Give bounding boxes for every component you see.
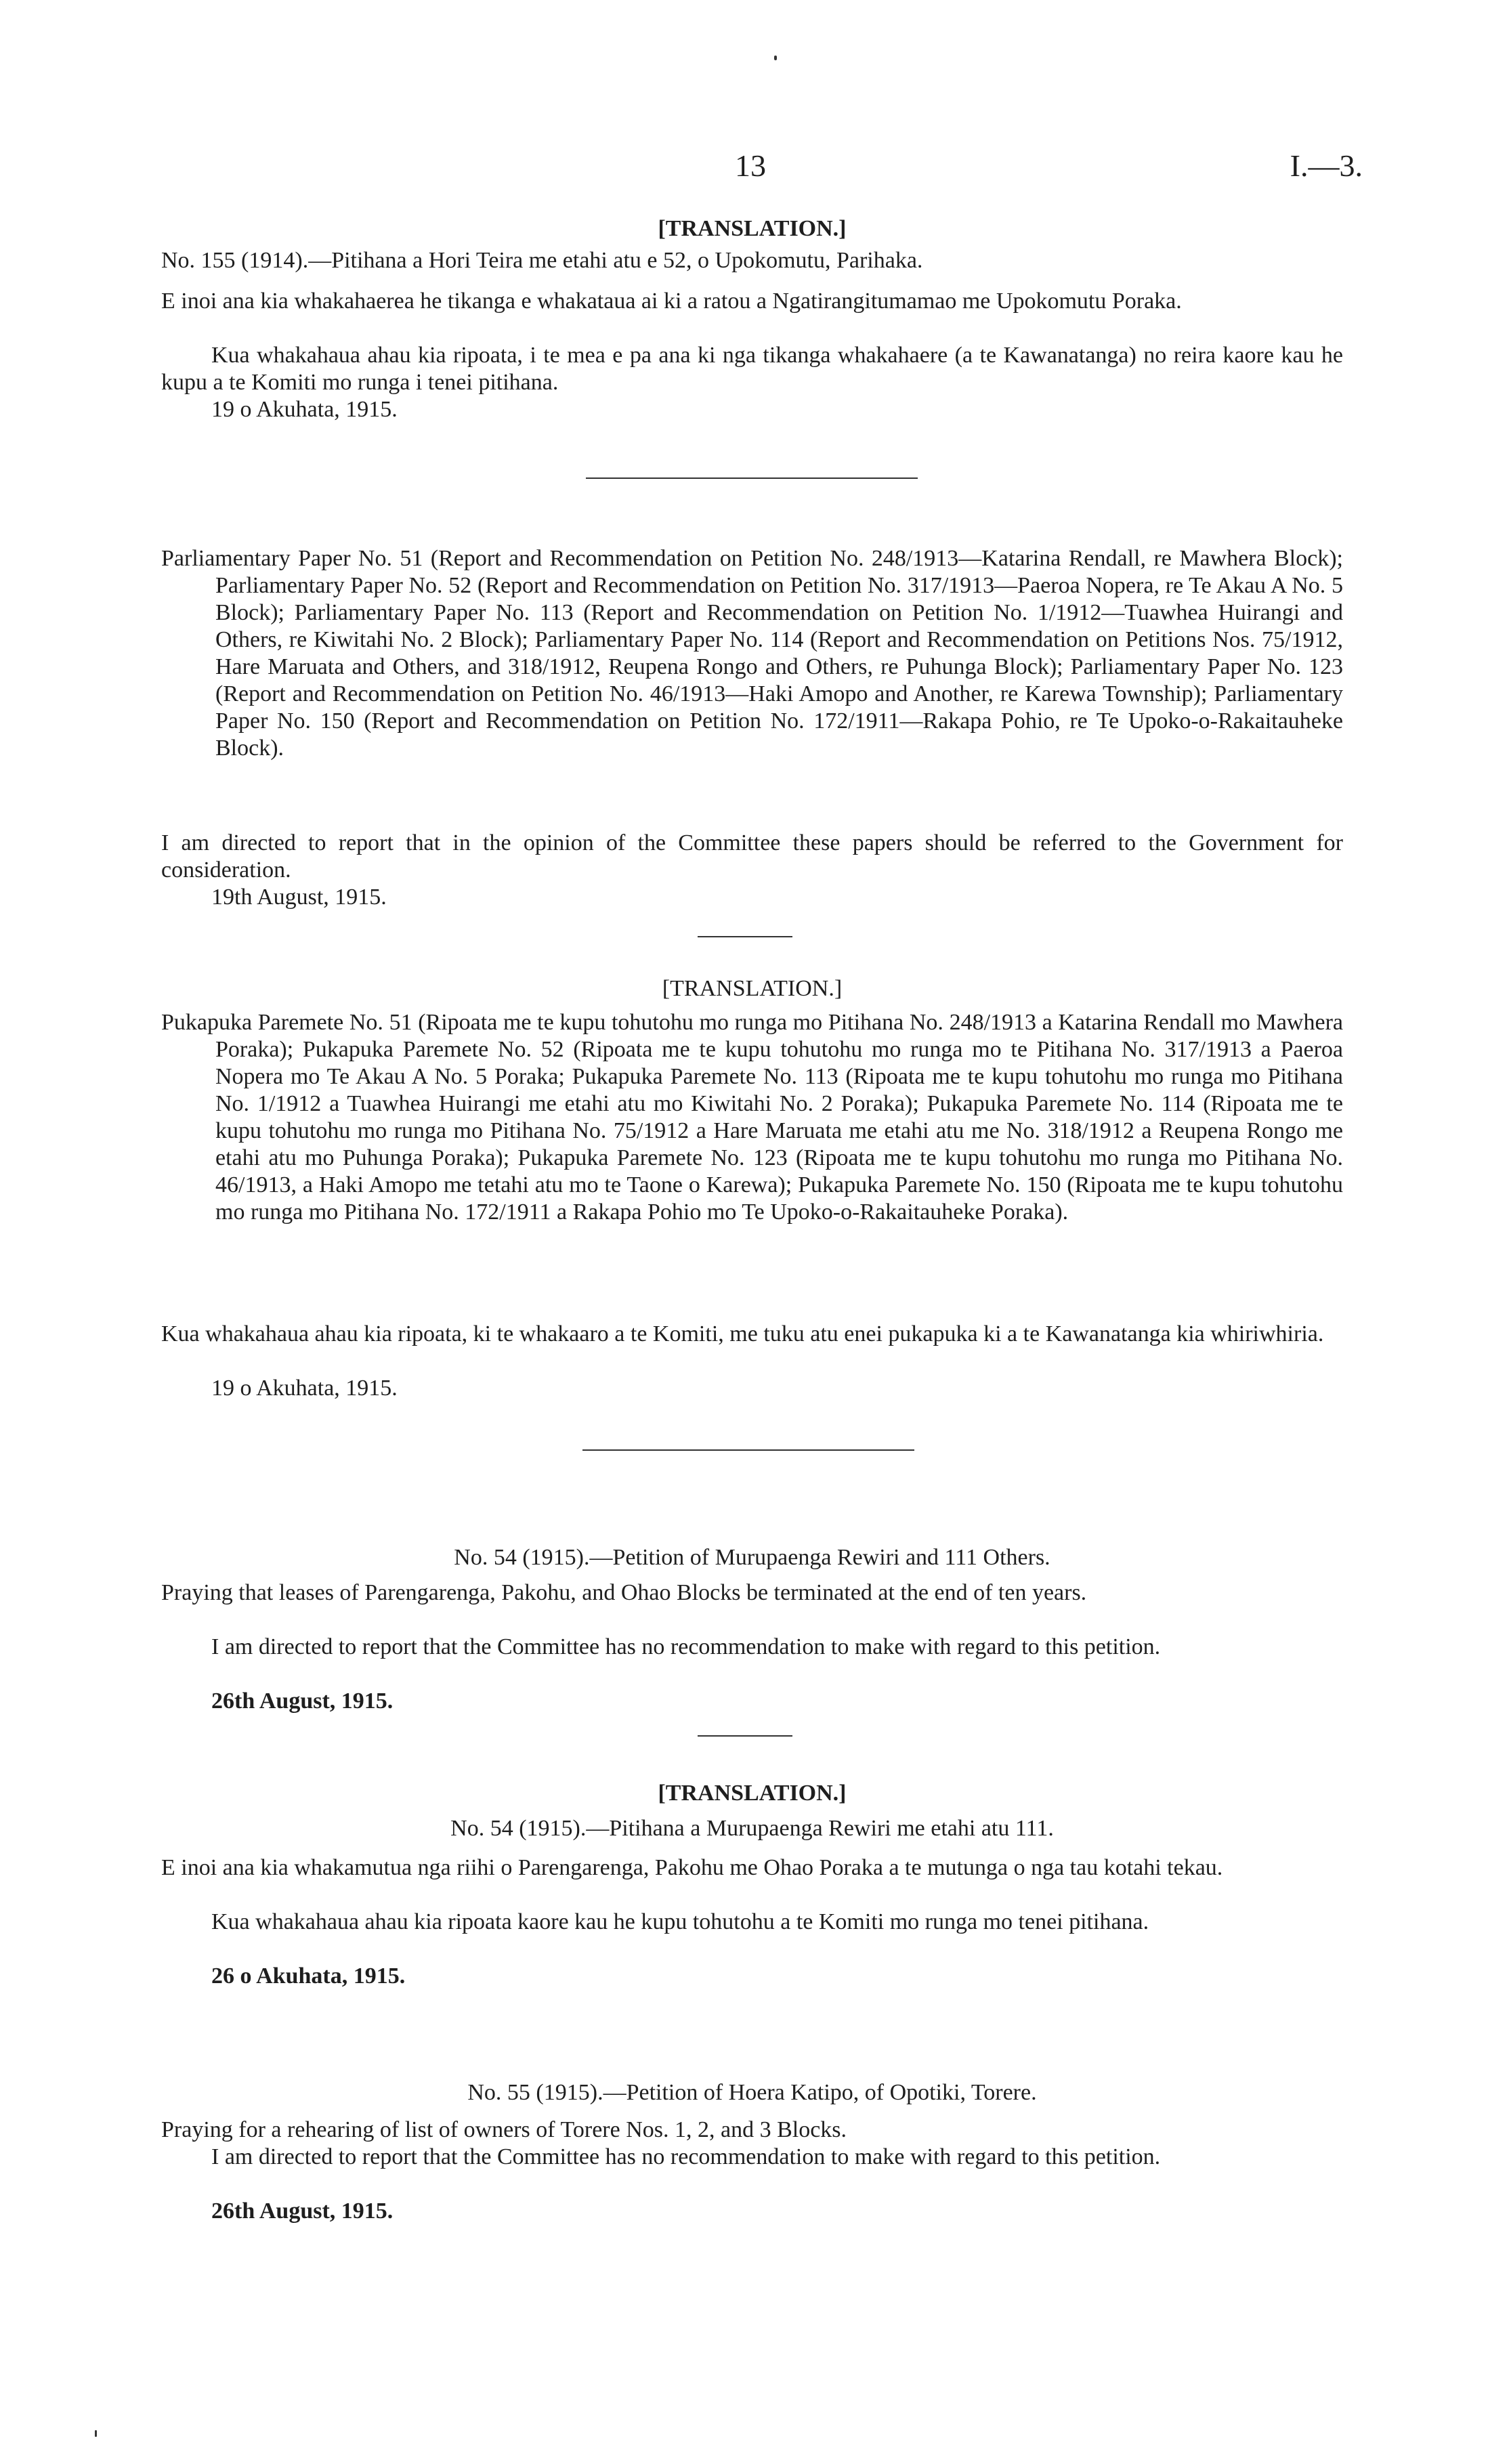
papers-report: I am directed to report that in the opinion of the Committee these papers should be referred to the Government for consideration. — [161, 830, 1343, 883]
section-divider-1 — [586, 477, 918, 479]
page-number: 13 — [735, 148, 766, 183]
pitihana-report-54: Kua whakahaua ahau kia ripoata kaore kau he kupu tohutohu a te Komiti mo runga mo tenei pitihana. — [211, 1909, 1149, 1934]
pukapuka-report: Kua whakahaua ahau kia ripoata, ki te whakaaro a te Komiti, me tuku atu enei pukapuka ki a te Kawanatanga kia whiriwhiria. — [161, 1321, 1324, 1346]
pukapuka-report-date: 19 o Akuhata, 1915. — [211, 1376, 398, 1401]
petition-date-54: 26th August, 1915. — [211, 1688, 394, 1714]
petition-title-155: No. 155 (1914).—Pitihana a Hori Teira me etahi atu e 52, o Upokomutu, Parihaka. — [161, 248, 923, 273]
petition-report-155: Kua whakahaua ahau kia ripoata, i te mea e pa ana ki nga tikanga whakahaere (a te Kawanatanga) no reira kaore kau he kupu a te Komiti mo runga i tenei pitihana. — [161, 343, 1343, 395]
section-divider-2 — [698, 936, 792, 937]
translation-heading-1: [TRANSLATION.] — [658, 216, 847, 241]
petition-report-55: I am directed to report that the Committee has no recommendation to make with regard to this petition. — [211, 2144, 1161, 2169]
petition-date-55: 26th August, 1915. — [211, 2199, 394, 2224]
papers-report-date: 19th August, 1915. — [211, 885, 387, 910]
petition-report-54: I am directed to report that the Committee has no recommendation to make with regard to this petition. — [211, 1634, 1161, 1659]
paper-reference: I.—3. — [1290, 148, 1363, 183]
parliamentary-papers-list: Parliamentary Paper No. 51 (Report and Recommendation on Petition No. 248/1913—Katarina Rendall, re Mawhera Block); Parliamentary Paper No. 52 (Report and Recommendation on Petition No. 317/1913—Paeroa Nopera, re Te Akau A No. 5 Block); Parliamentary Paper No. 113 (Report and Recommendation on Petition No. 1/1912—Tuawhea Huirangi and Others, re Kiwitahi No. 2 Block); Parliamentary Paper No. 114 (Report and Recommendation on Petitions Nos. 75/1912, Hare Maruata and Others, and 318/1912, Reupena Rongo and Others, re Puhunga Block); Parliamentary Paper No. 123 (Report and Recommendation on Petition No. 46/1913—Haki Amopo and Another, re Karewa Township); Parliamentary Paper No. 150 (Report and Recommendation on Petition No. 172/1911—Rakapa Pohio, re Te Upoko-o-Rakaitauheke Block). — [161, 546, 1343, 761]
petition-prayer-155: E inoi ana kia whakahaerea he tikanga e whakataua ai ki a ratou a Ngatirangitumamao me Upokomutu Poraka. — [161, 289, 1182, 314]
speck-mark — [774, 56, 777, 60]
pitihana-title-54: No. 54 (1915).—Pitihana a Murupaenga Rewiri me etahi atu 111. — [450, 1816, 1054, 1841]
speck-mark — [95, 2430, 97, 2437]
pitihana-date-54: 26 o Akuhata, 1915. — [211, 1963, 406, 1989]
section-divider-3 — [582, 1449, 914, 1451]
section-divider-4 — [698, 1735, 792, 1737]
petition-prayer-54: Praying that leases of Parengarenga, Pakohu, and Ohao Blocks be terminated at the end of ten years. — [161, 1580, 1087, 1605]
petition-title-54: No. 54 (1915).—Petition of Murupaenga Rewiri and 111 Others. — [454, 1545, 1050, 1570]
petition-title-55: No. 55 (1915).—Petition of Hoera Katipo, of Opotiki, Torere. — [467, 2080, 1037, 2105]
pukapuka-paremete-list: Pukapuka Paremete No. 51 (Ripoata me te kupu tohutohu mo runga mo Pitihana No. 248/1913 a Katarina Rendall mo Mawhera Poraka); Pukapuka Paremete No. 52 (Ripoata me te kupu tohutohu mo runga mo te Pitihana No. 317/1913 a Paeroa Nopera mo Te Akau A No. 5 Poraka; Pukapuka Paremete No. 113 (Ripoata me te kupu tohutohu mo runga mo Pitihana No. 1/1912 a Tuawhea Huirangi me etahi atu mo Kiwitahi No. 2 Poraka); Pukapuka Paremete No. 114 (Ripoata me te kupu tohutohu mo runga mo Pitihana No. 75/1912 a Hare Maruata me etahi atu me No. 318/1912 a Reupena Rongo me etahi atu mo Puhunga Poraka); Pukapuka Paremete No. 123 (Ripoata me te kupu tohutohu mo runga mo Pitihana No. 46/1913, a Haki Amopo me tetahi atu mo te Taone o Karewa); Pukapuka Paremete No. 150 (Ripoata me te kupu tohutohu mo runga mo Pitihana No. 172/1911 a Rakapa Pohio mo Te Upoko-o-Rakaitauheke Poraka). — [161, 1010, 1343, 1225]
pitihana-prayer-54: E inoi ana kia whakamutua nga riihi o Parengarenga, Pakohu me Ohao Poraka a te mutunga o nga tau kotahi tekau. — [161, 1855, 1223, 1880]
petition-date-155: 19 o Akuhata, 1915. — [211, 397, 398, 422]
translation-heading-2: [TRANSLATION.] — [662, 976, 843, 1001]
translation-heading-3: [TRANSLATION.] — [658, 1781, 847, 1806]
petition-prayer-55: Praying for a rehearing of list of owners of Torere Nos. 1, 2, and 3 Blocks. — [161, 2117, 847, 2142]
